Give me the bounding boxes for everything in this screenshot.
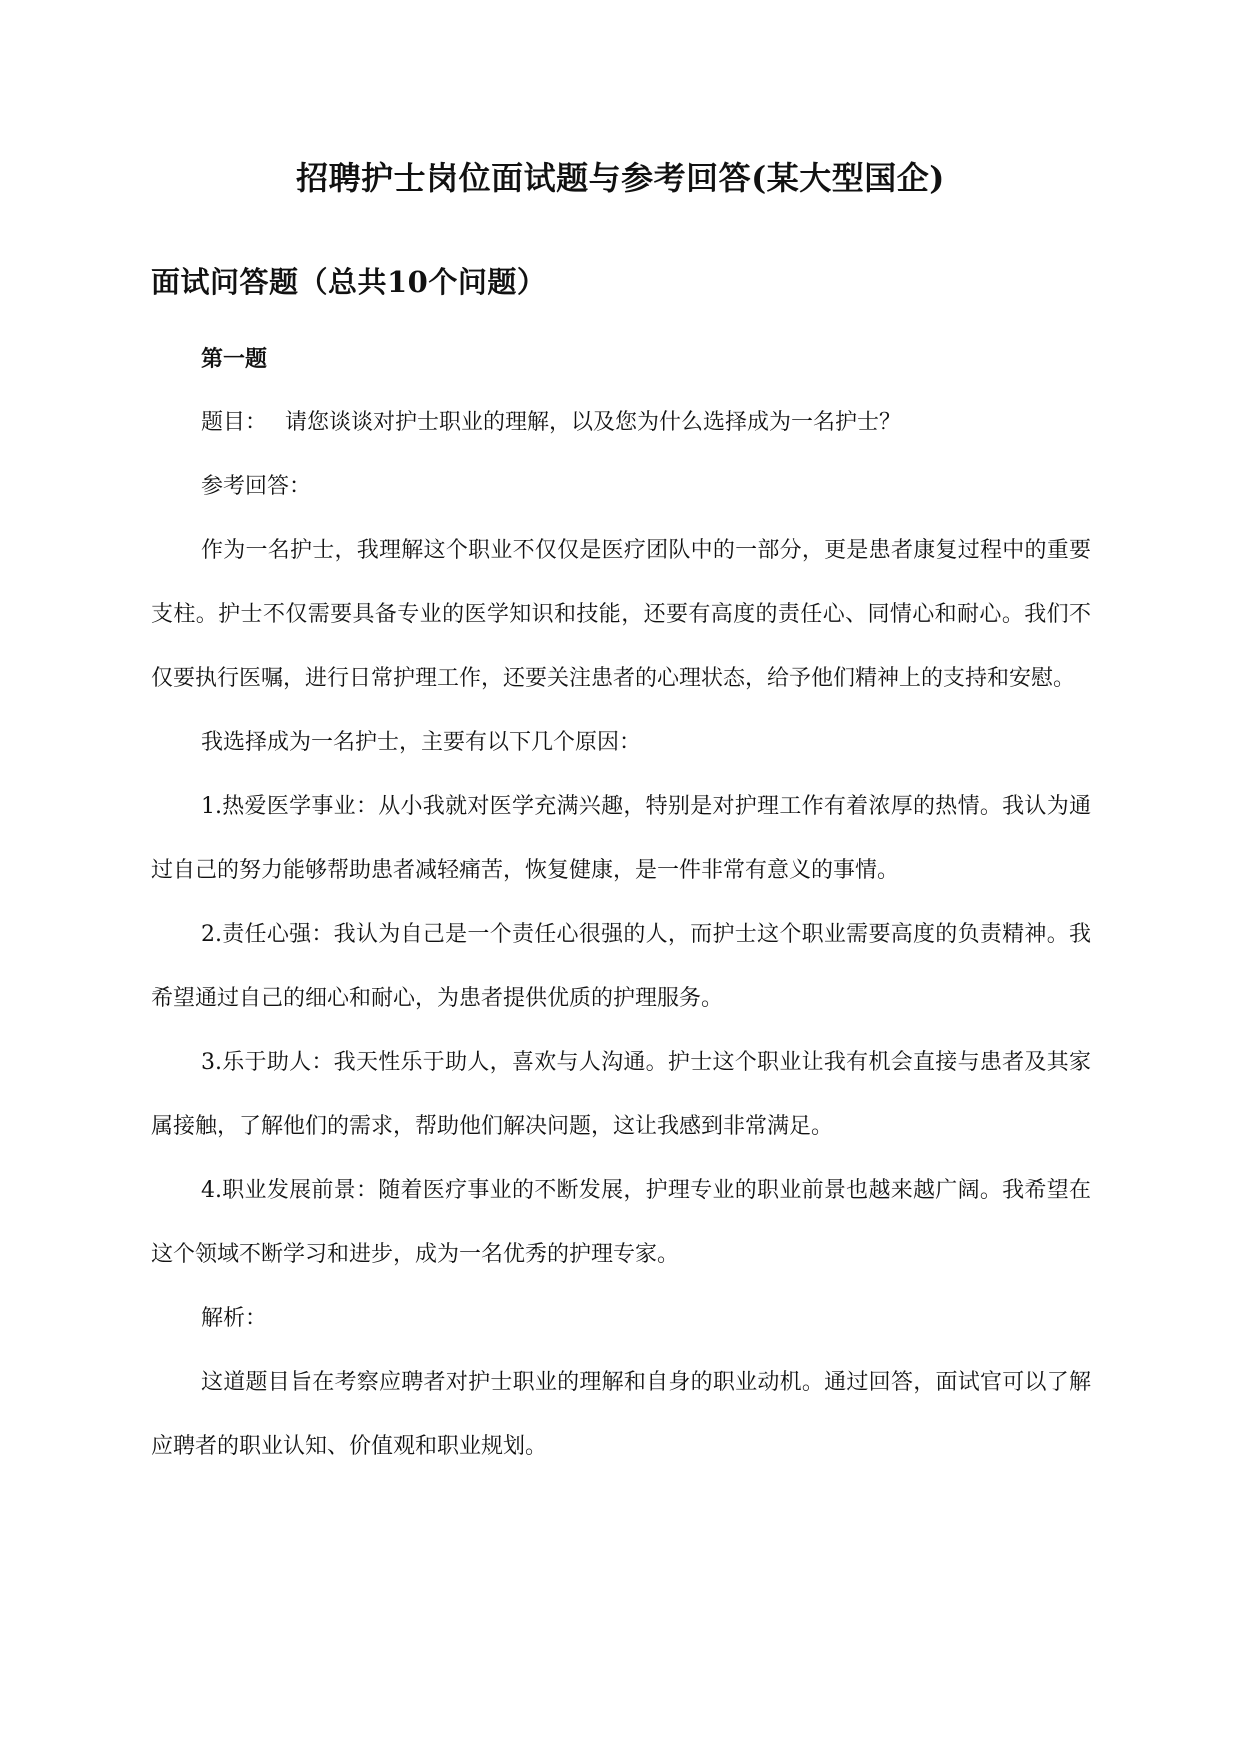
question-text: 请您谈谈对护士职业的理解，以及您为什么选择成为一名护士？ — [285, 410, 902, 435]
question-1-block — [151, 339, 1091, 1491]
question-label: 题目： — [201, 410, 268, 435]
answer-paragraph-1: 作为一名护士，我理解这个职业不仅仅是医疗团队中的一部分，更是患者康复过程中的重要支柱。护士不仅需要具备专业的医学知识和技能，还要有高度的责任心、同情心和耐心。我们不仅要执行医嘱，进行日常护理工作，还要关注患者的心理状态，给予他们精神上的支持和安慰。 — [151, 538, 1091, 691]
section-heading: 面试问答题（总共10个问题） — [151, 265, 547, 299]
answer-label: 参考回答： — [201, 474, 312, 499]
reason-item-2: 2.责任心强：我认为自己是一个责任心很强的人，而护士这个职业需要高度的负责精神。我希望通过自己的细心和耐心，为患者提供优质的护理服务。 — [151, 922, 1091, 1011]
document-title: 招聘护士岗位面试题与参考回答(某大型国企) — [296, 159, 945, 197]
analysis-paragraph: 这道题目旨在考察应聘者对护士职业的理解和自身的职业动机。通过回答，面试官可以了解应聘者的职业认知、价值观和职业规划。 — [151, 1370, 1091, 1459]
question-1-prompt — [151, 403, 1091, 443]
analysis-label: 解析： — [201, 1306, 268, 1331]
reason-item-4: 4.职业发展前景：随着医疗事业的不断发展，护理专业的职业前景也越来越广阔。我希望在这个领域不断学习和进步，成为一名优秀的护理专家。 — [151, 1178, 1091, 1267]
answer-paragraph-2: 我选择成为一名护士，主要有以下几个原因： — [201, 730, 642, 755]
reason-item-3: 3.乐于助人：我天性乐于助人，喜欢与人沟通。护士这个职业让我有机会直接与患者及其家属接触，了解他们的需求，帮助他们解决问题，这让我感到非常满足。 — [151, 1050, 1091, 1139]
question-1-heading: 第一题 — [201, 346, 268, 372]
reason-item-1: 1.热爱医学事业：从小我就对医学充满兴趣，特别是对护理工作有着浓厚的热情。我认为通过自己的努力能够帮助患者减轻痛苦，恢复健康，是一件非常有意义的事情。 — [151, 794, 1091, 883]
